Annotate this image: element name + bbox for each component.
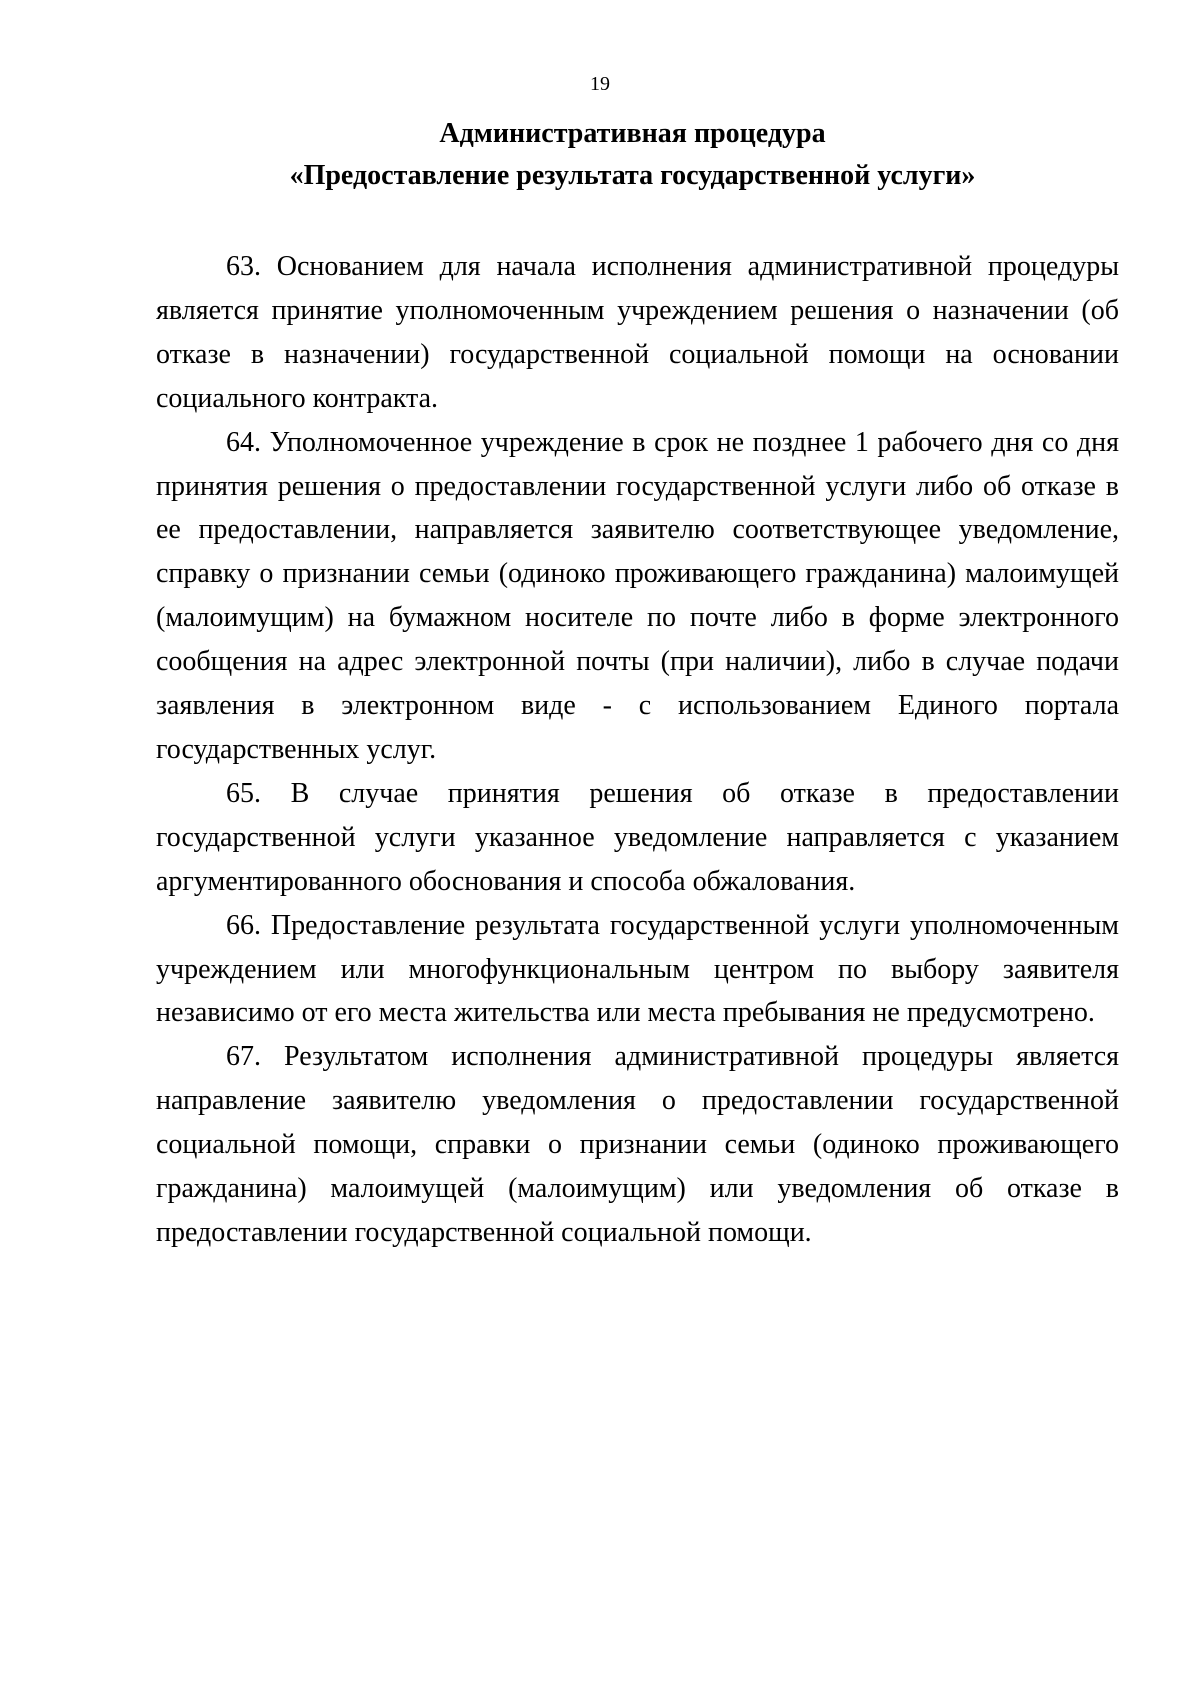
paragraph-67 (156, 1035, 1119, 1255)
page-number: 19 (590, 73, 610, 95)
paragraph-text: Уполномоченное учреждение в срок не позднее 1 рабочего дня со дня принятия решения о предоставлении государственной услуги либо об отказе в ее предоставлении, направляется заявителю соответствующее уведомление, справку о признании семьи (одиноко проживающего гражданина) малоимущей (малоимущим) на бумажном носителе по почте либо в форме электронного сообщения на адрес электронной почты (при наличии), либо в случае подачи заявления в электронном виде - с использованием Единого портала государственных услуг. (156, 426, 1119, 765)
paragraph-number: 63. (226, 251, 261, 282)
paragraph-number: 66. (226, 909, 261, 941)
document-body (156, 245, 1119, 1255)
paragraph-text: Основанием для начала исполнения административной процедуры является принятие уполномоченным учреждением решения о назначении (об отказе в назначении) государственной социальной помощи на основании социального контракта. (156, 251, 1120, 414)
paragraph-number: 67. (226, 1041, 261, 1073)
paragraph-text: Предоставление результата государственной услуги уполномоченным учреждением или многофункциональным центром по выбору заявителя независимо от его места жительства или места пребывания не предусмотрено. (156, 909, 1120, 1029)
paragraph-text: В случае принятия решения об отказе в предоставлении государственной услуги указанное уведомление направляется с указанием аргументированного обоснования и способа обжалования. (156, 777, 1119, 897)
paragraph-66 (156, 904, 1119, 1036)
section-heading-line-1: Административная процедура (439, 118, 826, 149)
paragraph-text: Результатом исполнения административной процедуры является направление заявителю уведомления о предоставлении государственной социальной помощи, справки о признании семьи (одиноко проживающего гражданина) малоимущей (малоимущим) или уведомления об отказе в предоставлении государственной социальной помощи. (156, 1041, 1119, 1248)
paragraph-number: 64. (226, 426, 261, 458)
paragraph-65 (156, 772, 1119, 904)
paragraph-number: 65. (226, 777, 261, 809)
paragraph-64 (156, 421, 1119, 772)
section-heading-line-2: «Предоставление результата государственной услуги» (289, 160, 976, 191)
paragraph-63 (156, 245, 1119, 421)
